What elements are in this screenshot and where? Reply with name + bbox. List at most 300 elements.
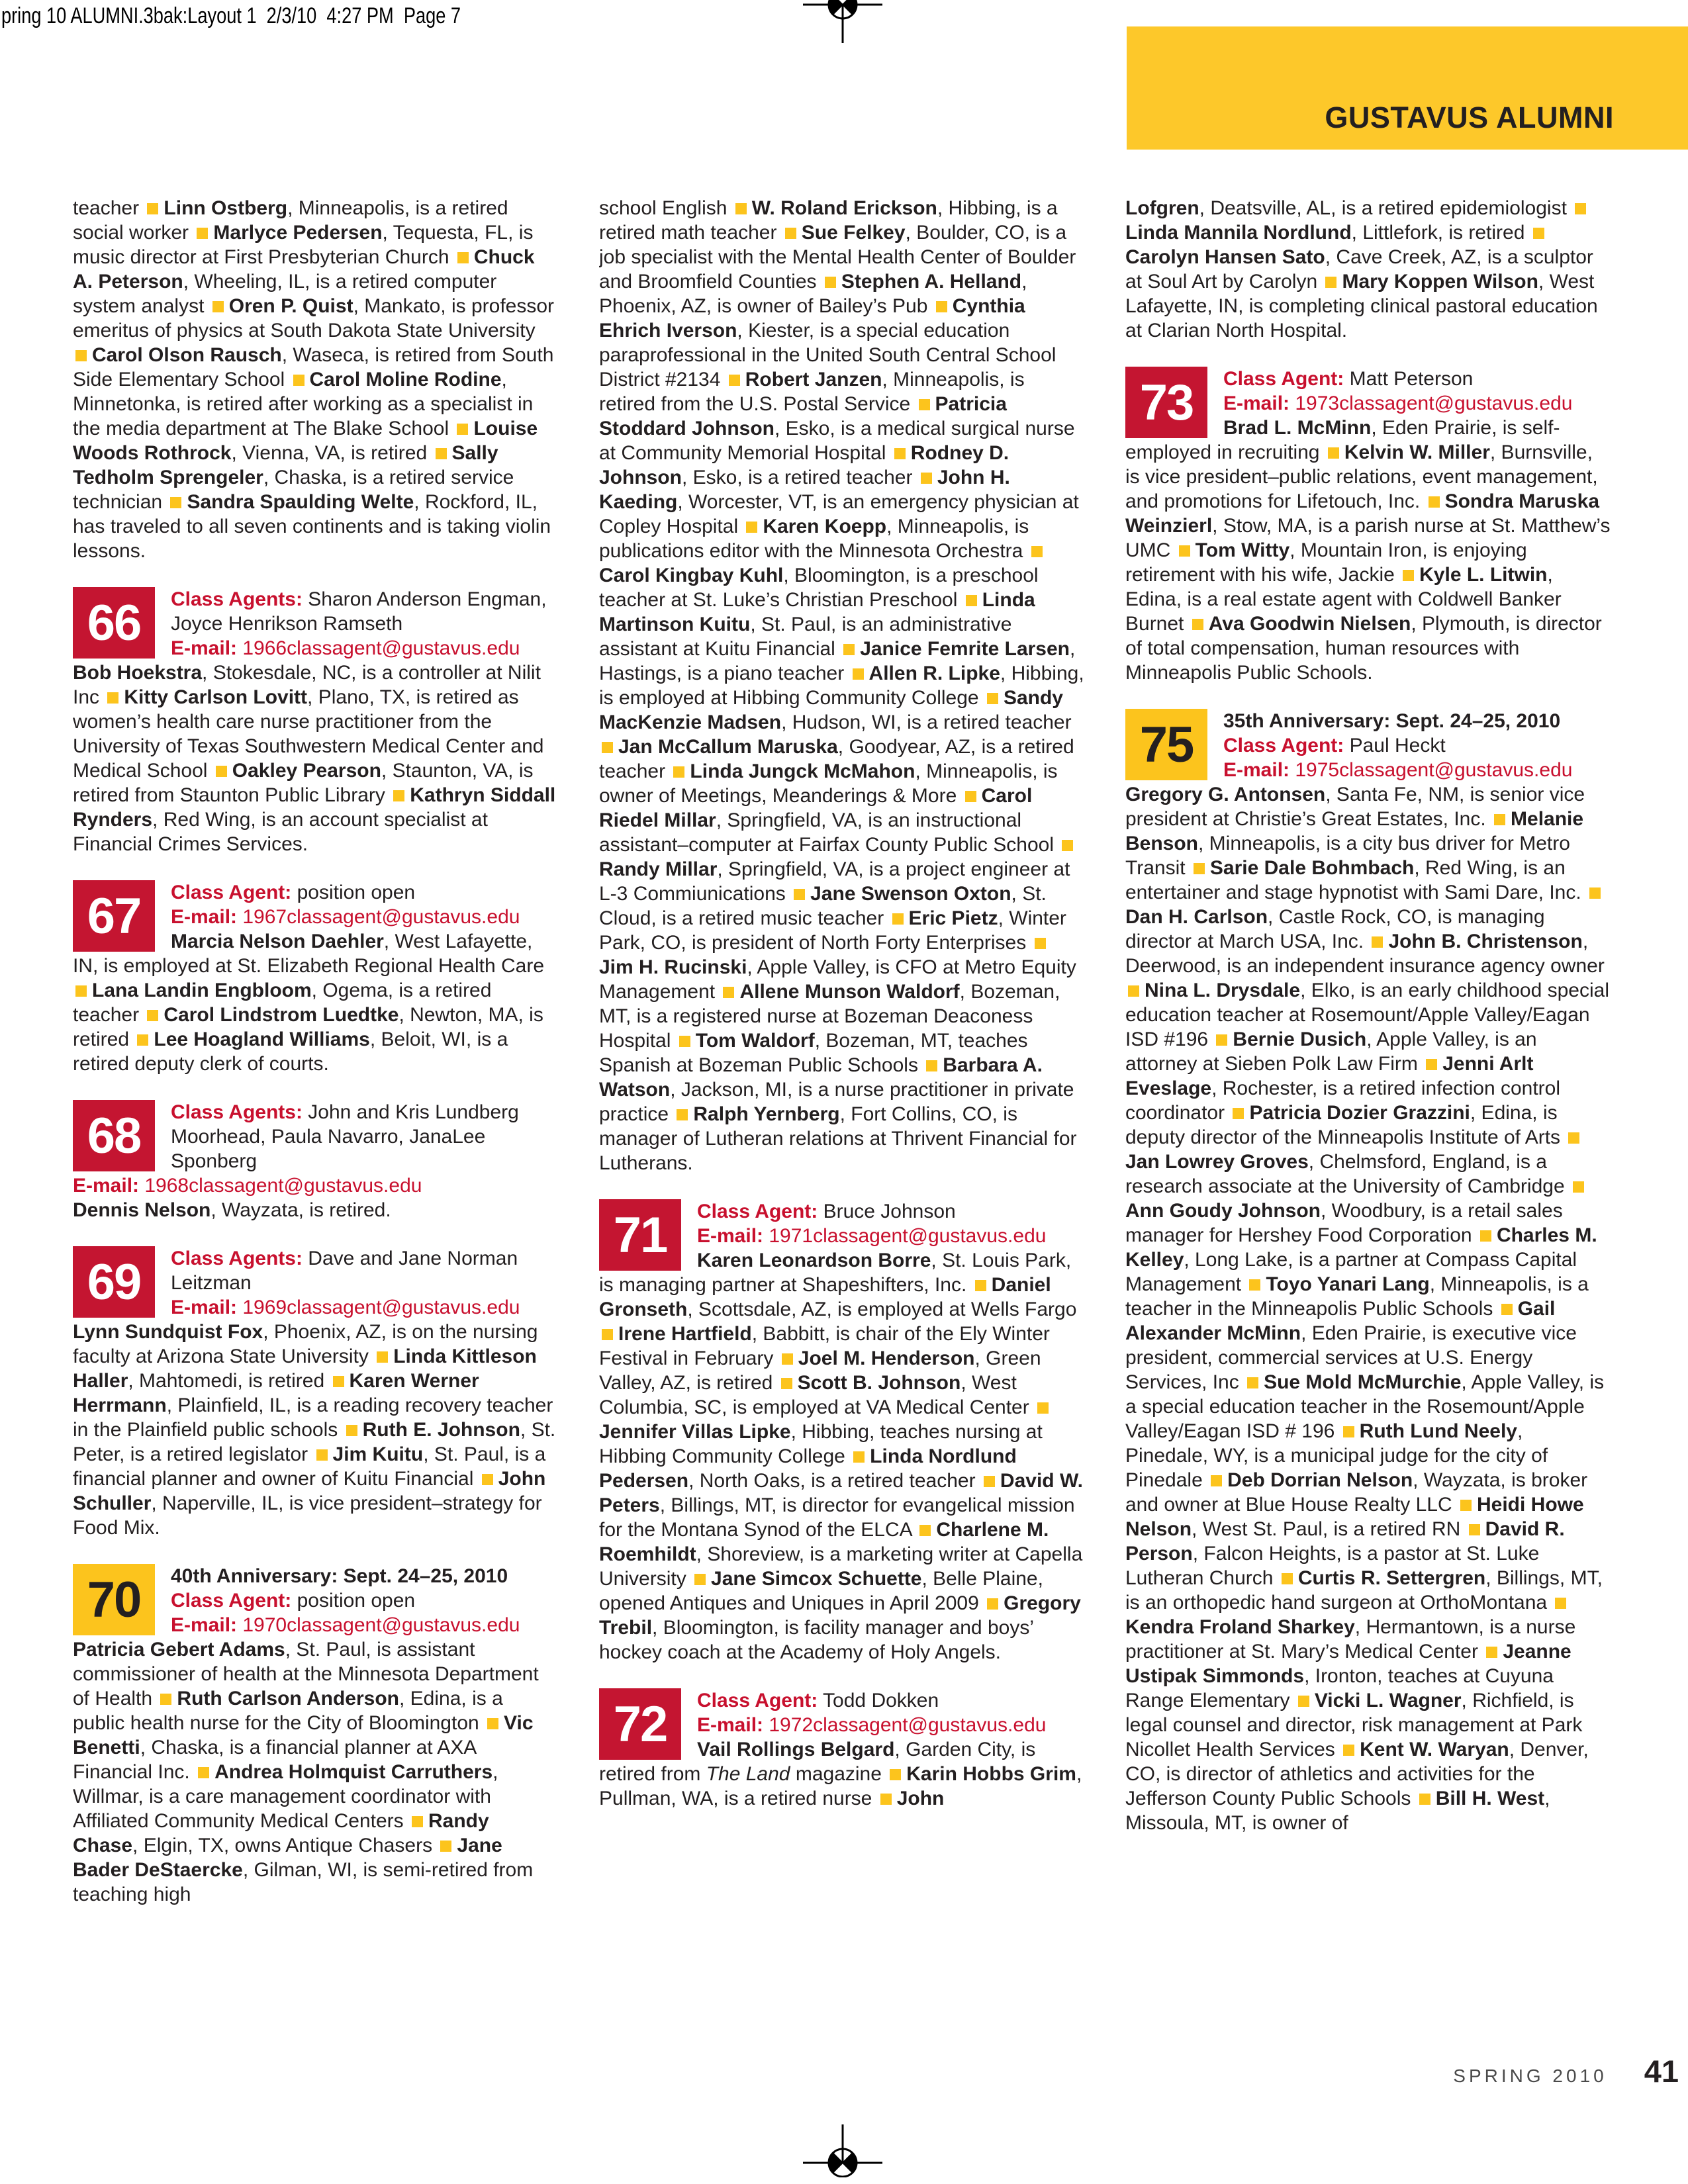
bullet-square-icon (1211, 1475, 1222, 1486)
class-year-badge-73: 73 (1125, 367, 1207, 438)
text-run: , Falcon Heights, is a pastor at St. Luke Lutheran Church (1125, 1543, 1540, 1589)
section-banner-title: GUSTAVUS ALUMNI (1325, 101, 1614, 134)
bullet-square-icon (75, 985, 87, 997)
bullet-square-icon (921, 473, 932, 484)
alumnus-name: Rodney D. Johnson (599, 442, 1009, 488)
text-run: , Wheeling, IL, is a retired computer system analyst (73, 271, 497, 317)
class-year-badge-69: 69 (73, 1246, 155, 1318)
text-run: , Burnsville, is vice president–public relations, event management, and promotions for Lifetouch, Inc. (1125, 441, 1598, 512)
alumnus-name: Janice Femrite Larsen (860, 638, 1070, 660)
text-run: , Bloomington, is facility manager and boys’ hockey coach at the Academy of Holy Angels. (599, 1617, 1033, 1663)
alumnus-name: Randy Chase (73, 1810, 489, 1856)
alumnus-name: Mary Koppen Wilson (1342, 271, 1538, 293)
class-section-71 (599, 1199, 1084, 1664)
class-agent-label: Class Agent: (171, 1590, 292, 1612)
bullet-square-icon (746, 522, 757, 533)
alumnus-name: Tom Waldorf (695, 1030, 815, 1052)
alumnus-name: John H. Kaeding (599, 467, 1010, 513)
class-section-72 (599, 1688, 1084, 1811)
email-label: E-mail: (1223, 759, 1290, 781)
bullet-square-icon (436, 448, 447, 459)
alumnus-name: Jane Simcox Schuette (711, 1568, 922, 1590)
alumnus-name: Oakley Pearson (232, 760, 381, 782)
anniversary-heading: 40th Anniversary: Sept. 24–25, 2010 (171, 1565, 508, 1587)
text-run: , Minneapolis, is publications editor with the Minnesota Orchestra (599, 516, 1029, 562)
alumni-notes-paragraph (599, 196, 1084, 1175)
alumnus-name: Allene Munson Waldorf (739, 981, 960, 1003)
text-run: , Hastings, is a piano teacher (599, 638, 1076, 684)
alumnus-name: Patricia Gebert Adams (73, 1639, 285, 1661)
alumnus-name: Ruth E. Johnson (362, 1419, 520, 1441)
alumnus-name: Linda Nordlund Pedersen (599, 1445, 1017, 1492)
text-run: , Minnetonka, is retired after working as a specialist in the media department at The Blake School (73, 369, 534, 439)
alumnus-name: Gregory Trebil (599, 1592, 1081, 1639)
text-run: , Elko, is an early childhood special education teacher at Rosemount/Apple Valley/Eagan ISD #196 (1125, 979, 1609, 1050)
bullet-square-icon (1501, 1304, 1513, 1315)
text-run: , Littlefork, is retired (1351, 222, 1530, 244)
text-run: , West Columbia, SC, is employed at VA Medical Center (599, 1372, 1035, 1418)
column-2 (599, 196, 1084, 2028)
email-label: E-mail: (171, 1297, 238, 1318)
alumnus-name: Kitty Carlson Lovitt (124, 686, 308, 708)
text-run: , Springfield, VA, is a project engineer at L-3 Commiunications (599, 858, 1070, 905)
alumnus-name: Scott B. Johnson (797, 1372, 961, 1394)
text-run: , Chaska, is a financial planner at AXA Financial Inc. (73, 1737, 476, 1783)
text-run: , Kiester, is a special education paraprofessional in the United South Central School District #2134 (599, 320, 1056, 390)
bullet-square-icon (984, 1476, 995, 1487)
alumnus-name: Lana Landin Engbloom (92, 979, 312, 1001)
alumnus-name: Marlyce Pedersen (213, 222, 383, 244)
text-run: , Deatsville, AL, is a retired epidemiologist (1199, 197, 1573, 219)
text-run: , Tequesta, FL, is music director at First Presbyterian Church (73, 222, 534, 268)
text-run: , Fort Collins, CO, is manager of Lutheran relations at Thrivent Financial for Lutherans. (599, 1103, 1077, 1174)
alumnus-name: Louise Woods Rothrock (73, 418, 538, 464)
alumnus-name: Lynn Sundquist Fox (73, 1321, 263, 1343)
alumnus-name: Linda Jungck McMahon (690, 760, 915, 782)
bullet-square-icon (1494, 814, 1505, 825)
alumnus-name: Ruth Lund Neely (1359, 1420, 1517, 1442)
class-year-badge-71: 71 (599, 1199, 681, 1271)
bullet-square-icon (602, 1329, 613, 1340)
email-address: 1966classagent@gustavus.edu (237, 637, 520, 659)
text-run: , Pullman, WA, is a retired nurse (599, 1763, 1082, 1809)
alumnus-name: John Schuller (73, 1468, 546, 1514)
alumnus-name: Vicki L. Wagner (1314, 1690, 1462, 1711)
text-run: , Apple Valley, is CFO at Metro Equity Management (599, 956, 1076, 1003)
alumnus-name: David R. Person (1125, 1518, 1565, 1565)
alumnus-name: Jim H. Rucinski (599, 956, 747, 978)
text-run: position open (291, 882, 416, 903)
bullet-square-icon (1128, 985, 1139, 997)
alumnus-name: W. Roland Erickson (751, 197, 937, 219)
email-address: 1967classagent@gustavus.edu (237, 906, 520, 928)
text-run: , Bloomington, is a preschool teacher at St. Luke’s Christian Preschool (599, 565, 1039, 611)
alumnus-name: Bob Hoekstra (73, 662, 203, 684)
bullet-square-icon (147, 203, 158, 214)
text-run: , Jackson, MI, is a nurse practitioner in private practice (599, 1079, 1074, 1125)
alumnus-name: Sally Tedholm Sprengeler (73, 442, 498, 488)
class-year-badge-70: 70 (73, 1564, 155, 1635)
alumni-notes-paragraph (73, 196, 558, 563)
bullet-square-icon (1460, 1500, 1472, 1511)
alumnus-name: Tom Witty (1195, 539, 1290, 561)
bullet-square-icon (1555, 1598, 1566, 1609)
alumnus-name: Stephen A. Helland (841, 271, 1022, 293)
alumnus-name: Jim Kuitu (332, 1443, 424, 1465)
text-run: , Apple Valley, is an attorney at Sieben Polk Law Firm (1125, 1028, 1537, 1075)
section-banner (1127, 26, 1688, 150)
bullet-square-icon (843, 644, 855, 655)
alumnus-name: Randy Millar (599, 858, 718, 880)
bullet-square-icon (393, 790, 404, 801)
text-run: , Billings, MT, is an orthopedic hand surgeon at OrthoMontana (1125, 1567, 1603, 1614)
class-agent-label: Class Agent: (697, 1690, 818, 1711)
alumnus-name: Ralph Yernberg (693, 1103, 840, 1125)
email-address: 1973classagent@gustavus.edu (1289, 392, 1573, 414)
class-year-badge-72: 72 (599, 1688, 681, 1760)
alumnus-name: Sue Felkey (801, 222, 906, 244)
text-run: , St. Paul, is a financial planner and owner of Kuitu Financial (73, 1443, 546, 1490)
alumnus-name: Sandy MacKenzie Madsen (599, 687, 1063, 733)
bullet-square-icon (1194, 863, 1205, 874)
issue-label: SPRING 2010 (1453, 2066, 1607, 2086)
text-run: , Long Lake, is a partner at Compass Capital Management (1125, 1249, 1577, 1295)
text-run: , Castle Rock, CO, is managing director at March USA, Inc. (1125, 906, 1545, 952)
text-run: , Worcester, VT, is an emergency physician at Copley Hospital (599, 491, 1079, 537)
bullet-square-icon (316, 1449, 328, 1461)
alumnus-name: Brad L. McMinn (1223, 417, 1372, 439)
bullet-square-icon (212, 301, 224, 312)
text-run: , Minneapolis, is a teacher in the Minneapolis Public Schools (1125, 1273, 1589, 1320)
alumnus-name: Karen Werner Herrmann (73, 1370, 479, 1416)
text-run: , Plymouth, is director of total compensation, human resources with Minneapolis Public Schools. (1125, 613, 1602, 684)
bullet-square-icon (673, 766, 684, 778)
bullet-square-icon (966, 595, 977, 606)
text-run: , Staunton, VA, is retired from Staunton Public Library (73, 760, 534, 806)
text-run: , Eden Prairie, is executive vice president, commercial services at U.S. Energy Services, Inc (1125, 1322, 1577, 1393)
text-run: Matt Peterson (1344, 368, 1474, 390)
alumnus-name: Gregory G. Antonsen (1125, 784, 1326, 805)
text-run: , St. Louis Park, is managing partner at Shapeshifters, Inc. (599, 1250, 1072, 1296)
alumnus-name: Dan H. Carlson (1125, 906, 1268, 928)
bullet-square-icon (1062, 840, 1073, 851)
text-run: , Phoenix, AZ, is on the nursing faculty at Arizona State University (73, 1321, 538, 1367)
text-run: , Springfield, VA, is an instructional assistant–computer at Fairfax County Public School (599, 809, 1060, 856)
text-run: , Hibbing, is a retired math teacher (599, 197, 1058, 244)
text-run: , Wayzata, is retired. (211, 1199, 391, 1221)
bullet-square-icon (170, 497, 181, 508)
text-run: , Bozeman, MT, is a registered nurse at Bozeman Deaconess Hospital (599, 981, 1060, 1052)
bullet-square-icon (1031, 546, 1043, 557)
text-run: Bruce Johnson (818, 1201, 956, 1222)
bullet-square-icon (1533, 228, 1544, 239)
bullet-square-icon (785, 228, 796, 239)
alumnus-name: Linda Martinson Kuitu (599, 589, 1035, 635)
text-run: , West Lafayette, IN, is employed at St. Elizabeth Regional Health Care (73, 931, 545, 977)
bullet-square-icon (677, 1109, 688, 1120)
bullet-square-icon (1573, 1181, 1584, 1193)
bullet-square-icon (890, 1769, 901, 1780)
bullet-square-icon (825, 277, 836, 288)
registration-mark-icon (803, 2122, 882, 2177)
alumnus-name: Lofgren (1125, 197, 1199, 219)
alumnus-name: Carol Kingbay Kuhl (599, 565, 784, 586)
text-run: , Newton, MA, is retired (73, 1004, 543, 1050)
text-run: Paul Heckt (1344, 735, 1446, 756)
text-run: , Bozeman, MT, teaches Spanish at Bozeman Public Schools (599, 1030, 1028, 1076)
text-run: , Red Wing, is an entertainer and stage hypnotist with Sami Dare, Inc. (1125, 857, 1587, 903)
alumnus-name: Carol Riedel Millar (599, 785, 1033, 831)
alumnus-name: Nina L. Drysdale (1145, 979, 1301, 1001)
bullet-square-icon (137, 1034, 148, 1046)
bullet-square-icon (735, 203, 747, 214)
email-address: 1969classagent@gustavus.edu (237, 1297, 520, 1318)
alumnus-name: Linda Kittleson Haller (73, 1345, 537, 1392)
bullet-square-icon (293, 375, 305, 386)
text-run: school English (599, 197, 733, 219)
bullet-square-icon (894, 448, 906, 459)
alumnus-name: Curtis R. Settergren (1297, 1567, 1486, 1589)
text-run: , Wayzata, is broker and owner at Blue House Realty LLC (1125, 1469, 1588, 1516)
text-run: , North Oaks, is a retired teacher (688, 1470, 981, 1492)
print-slug-line: pring 10 ALUMNI.3bak:Layout 1 2/3/10 4:27 PM Page 7 (1, 3, 461, 28)
alumnus-name: Gail Alexander McMinn (1125, 1298, 1556, 1344)
text-run: , Stow, MA, is a parish nurse at St. Matthew’s UMC (1125, 515, 1611, 561)
email-address: 1968classagent@gustavus.edu (139, 1175, 422, 1197)
text-run: , Minneapolis, is retired from the U.S. Postal Service (599, 369, 1025, 415)
text-run: , Hibbing, is employed at Hibbing Community College (599, 662, 1084, 709)
bullet-square-icon (412, 1816, 423, 1827)
class-section-70 (73, 1564, 558, 1907)
text-run: , Waseca, is retired from South Side Elementary School (73, 344, 554, 390)
text-run: , Stokesdale, NC, is a controller at Nilit Inc (73, 662, 541, 708)
alumni-notes-paragraph (1125, 196, 1611, 343)
class-section-69 (73, 1246, 558, 1540)
bullet-square-icon (75, 350, 87, 361)
alumnus-name: Karin Hobbs Grim (906, 1763, 1076, 1785)
alumnus-name: Eric Pietz (908, 907, 998, 929)
bullet-square-icon (377, 1351, 388, 1363)
bullet-square-icon (694, 1574, 706, 1585)
alumnus-name: Joel M. Henderson (798, 1347, 975, 1369)
text-run: , Hudson, WI, is a retired teacher (781, 711, 1072, 733)
alumnus-name: Daniel Gronseth (599, 1274, 1051, 1320)
text-run: , Rochester, is a retired infection control coordinator (1125, 1077, 1561, 1124)
bullet-square-icon (1247, 1377, 1258, 1388)
class-agent-label: Class Agent: (697, 1201, 818, 1222)
bullet-square-icon (1298, 1696, 1309, 1707)
alumnus-name: Kendra Froland Sharkey (1125, 1616, 1355, 1638)
bullet-square-icon (1403, 570, 1414, 581)
alumnus-name: Patricia Stoddard Johnson (599, 393, 1007, 439)
text-run: , Gilman, WI, is semi-retired from teaching high (73, 1859, 534, 1905)
bullet-square-icon (1343, 1745, 1354, 1756)
registration-mark-icon (803, 0, 882, 46)
alumnus-name: Jenni Arlt Eveslage (1125, 1053, 1534, 1099)
bullet-square-icon (892, 913, 904, 925)
bullet-square-icon (729, 375, 740, 386)
bullet-square-icon (147, 1010, 158, 1021)
text-run: , Eden Prairie, is self-employed in recruiting (1125, 417, 1560, 463)
bullet-square-icon (853, 668, 864, 680)
alumnus-name: Oren P. Quist (228, 295, 353, 317)
text-run: , Elgin, TX, owns Antique Chasers (132, 1835, 438, 1856)
alumnus-name: Kelvin W. Miller (1344, 441, 1490, 463)
bullet-square-icon (781, 1378, 792, 1389)
bullet-square-icon (1469, 1524, 1480, 1535)
alumnus-name: Linda Mannila Nordlund (1125, 222, 1352, 244)
bullet-square-icon (333, 1376, 344, 1387)
text-run: , Mahtomedi, is retired (128, 1370, 330, 1392)
alumnus-name: Heidi Howe Nelson (1125, 1494, 1584, 1540)
text-run: , Winter Park, CO, is president of North Forty Enterprises (599, 907, 1066, 954)
column-1 (73, 196, 558, 2028)
bullet-square-icon (1429, 496, 1440, 508)
text-run: , Esko, is a retired teacher (682, 467, 918, 488)
text-run: , St. Peter, is a retired legislator (73, 1419, 556, 1465)
column-3 (1125, 196, 1611, 2028)
alumnus-name: Ava Goodwin Nielsen (1208, 613, 1411, 635)
bullet-square-icon (919, 399, 930, 410)
bullet-square-icon (794, 889, 805, 900)
bullet-square-icon (1179, 545, 1190, 557)
text-run: , Edina, is deputy director of the Minneapolis Institute of Arts (1125, 1102, 1566, 1148)
bullet-square-icon (1589, 887, 1601, 899)
text-run: , Naperville, IL, is vice president–strategy for Food Mix. (73, 1492, 542, 1539)
alumnus-name: Robert Janzen (745, 369, 882, 390)
bullet-square-icon (880, 1794, 892, 1805)
text-run: Dave and Jane Norman Leitzman (171, 1248, 518, 1294)
text-run: , Minneapolis, is a city bus driver for Metro Transit (1125, 833, 1570, 879)
text-run: , Boulder, CO, is a job specialist with the Mental Health Center of Boulder and Broomfield Counties (599, 222, 1076, 293)
text-run: , West Lafayette, IN, is completing clinical pastoral education at Clarian North Hospital. (1125, 271, 1598, 341)
text-run: , Edina, is a real estate agent with Coldwell Banker Burnet (1125, 564, 1562, 635)
text-run: , Green Valley, AZ, is retired (599, 1347, 1041, 1394)
text-run: magazine (790, 1763, 888, 1785)
text-run: , Chaska, is a retired service technician (73, 467, 514, 513)
text-run: , Mankato, is professor emeritus of physics at South Dakota State University (73, 295, 555, 341)
bullet-square-icon (782, 1353, 793, 1365)
text-run: , West St. Paul, is a retired RN (1192, 1518, 1466, 1540)
alumnus-name: Barbara A. Watson (599, 1054, 1043, 1101)
text-run: , Phoenix, AZ, is owner of Bailey’s Pub (599, 271, 1027, 317)
alumnus-name: David W. Peters (599, 1470, 1083, 1516)
class-section-67 (73, 880, 558, 1076)
text-run: , St. Paul, is assistant commissioner of health at the Minnesota Department of Health (73, 1639, 539, 1709)
bullet-square-icon (487, 1718, 498, 1729)
alumnus-name: Jennifer Villas Lipke (599, 1421, 791, 1443)
alumnus-name: John B. Christenson (1388, 931, 1583, 952)
bullet-square-icon (216, 766, 227, 777)
bullet-square-icon (1249, 1279, 1260, 1291)
bullet-square-icon (107, 692, 118, 704)
bullet-square-icon (1325, 277, 1336, 288)
text-run: , Ironton, teaches at Cuyuna Range Elementary (1125, 1665, 1554, 1711)
alumnus-name: John (896, 1788, 945, 1809)
alumnus-name: Sandra Spaulding Welte (187, 491, 414, 513)
email-label: E-mail: (73, 1175, 140, 1197)
alumnus-name: Jeanne Ustipak Simmonds (1125, 1641, 1571, 1687)
email-address: 1975classagent@gustavus.edu (1289, 759, 1573, 781)
bullet-square-icon (1419, 1794, 1430, 1805)
text-run: , Woodbury, is a retail sales manager for Hershey Food Corporation (1125, 1200, 1563, 1246)
bullet-square-icon (1233, 1108, 1244, 1119)
alumnus-name: Allen R. Lipke (868, 662, 1000, 684)
email-label: E-mail: (1223, 392, 1290, 414)
text-run: , Hermantown, is a nurse practitioner at St. Mary’s Medical Center (1125, 1616, 1576, 1662)
text-run: , Missoula, MT, is owner of (1125, 1788, 1550, 1834)
bullet-square-icon (1568, 1132, 1579, 1144)
class-agent-label: Class Agent: (171, 882, 292, 903)
text-run: , Plainfield, IL, is a reading recovery teacher in the Plainfield public schools (73, 1394, 553, 1441)
bullet-square-icon (1192, 619, 1203, 630)
text-run: Sharon Anderson Engman, Joyce Henrikson Ramseth (171, 588, 547, 635)
alumnus-name: Vic Benetti (73, 1712, 534, 1758)
text-run: , Garden City, is retired from (599, 1739, 1036, 1785)
text-run: , Richfield, is legal counsel and director, risk management at Park Nicollet Health Services (1125, 1690, 1583, 1760)
alumnus-name: Sue Mold McMurchie (1264, 1371, 1462, 1393)
email-label: E-mail: (171, 1614, 238, 1636)
text-run: , Esko, is a medical surgical nurse at Community Memorial Hospital (599, 418, 1075, 464)
alumnus-name: Linn Ostberg (164, 197, 288, 219)
bullet-square-icon (457, 252, 469, 263)
alumnus-name: Kyle L. Litwin (1419, 564, 1548, 586)
alumnus-name: Bernie Dusich (1233, 1028, 1367, 1050)
alumnus-name: Carol Moline Rodine (309, 369, 502, 390)
text-run: , Santa Fe, NM, is senior vice president at Christie’s Great Estates, Inc. (1125, 784, 1585, 830)
alumnus-name: Sondra Maruska Weinzierl (1125, 490, 1600, 537)
bullet-square-icon (936, 301, 947, 312)
bullet-square-icon (1037, 1402, 1049, 1414)
bullet-square-icon (602, 742, 613, 753)
alumnus-name: Carolyn Hansen Sato (1125, 246, 1325, 268)
bullet-square-icon (1035, 938, 1046, 949)
alumnus-name: Deb Dorrian Nelson (1227, 1469, 1413, 1491)
text-run: , Hibbing, teaches nursing at Hibbing Community College (599, 1421, 1043, 1467)
bullet-square-icon (457, 424, 468, 435)
text-run: , Beloit, WI, is a retired deputy clerk of courts. (73, 1028, 508, 1075)
text-run: , Chelmsford, England, is a research associate at the University of Cambridge (1125, 1151, 1570, 1197)
page-number: 41 (1644, 2054, 1679, 2089)
text-run: , Shoreview, is a marketing writer at Capella University (599, 1543, 1083, 1590)
alumnus-name: Carol Lindstrom Luedtke (164, 1004, 399, 1026)
email-address: 1972classagent@gustavus.edu (763, 1714, 1047, 1736)
text-run: , Belle Plaine, opened Antiques and Uniques in April 2009 (599, 1568, 1043, 1614)
text-run: , Red Wing, is an account specialist at Financial Crimes Services. (73, 809, 488, 855)
bullet-square-icon (1282, 1573, 1293, 1584)
anniversary-heading: 35th Anniversary: Sept. 24–25, 2010 (1223, 710, 1561, 732)
alumnus-name: Bill H. West (1435, 1788, 1545, 1809)
class-year-badge-67: 67 (73, 880, 155, 952)
text-run: , Rockford, IL, has traveled to all seven continents and is taking violin lessons. (73, 491, 551, 562)
bullet-square-icon (975, 1280, 986, 1291)
alumnus-name: Melanie Benson (1125, 808, 1584, 854)
alumnus-name: Sarie Dale Bohmbach (1209, 857, 1415, 879)
class-year-badge-75: 75 (1125, 709, 1207, 780)
email-label: E-mail: (171, 906, 238, 928)
bullet-square-icon (919, 1525, 931, 1536)
class-agent-label: Class Agent: (1223, 735, 1344, 756)
class-year-badge-68: 68 (73, 1100, 155, 1171)
bullet-square-icon (346, 1425, 357, 1436)
alumnus-name: Patricia Dozier Grazzini (1249, 1102, 1470, 1124)
email-label: E-mail: (697, 1714, 764, 1736)
bullet-square-icon (198, 1767, 209, 1778)
bullet-square-icon (482, 1474, 493, 1485)
text-run: , Willmar, is a care management coordinator with Affiliated Community Medical Centers (73, 1761, 498, 1832)
text-run: , Deerwood, is an independent insurance agency owner (1125, 931, 1605, 977)
page-footer (1453, 2053, 1679, 2089)
